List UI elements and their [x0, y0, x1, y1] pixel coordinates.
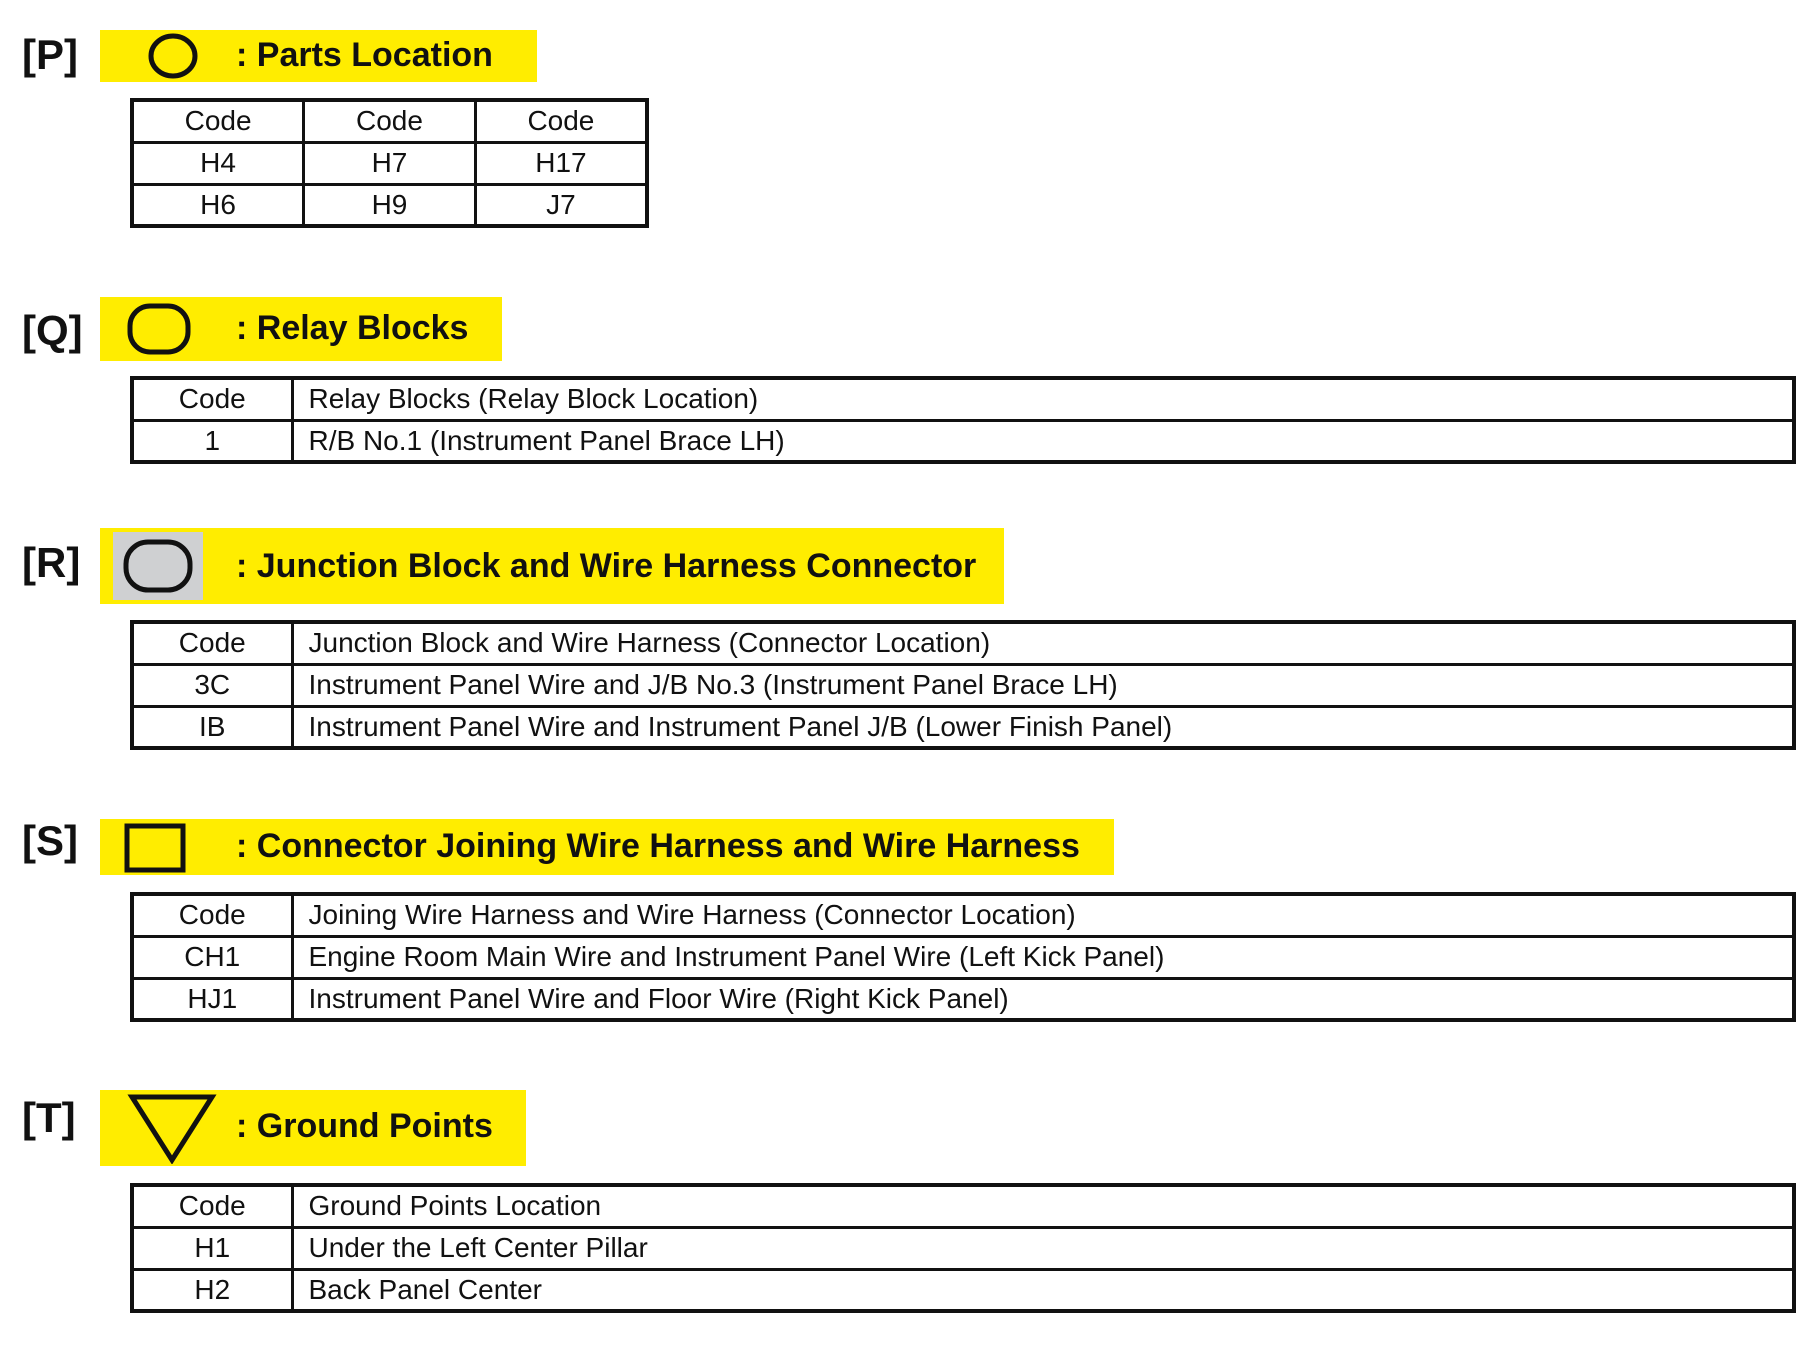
code-cell: H4 — [132, 142, 304, 184]
section-banner — [100, 297, 502, 361]
header-cell: Relay Blocks (Relay Block Location) — [292, 378, 1794, 420]
code-cell: H1 — [132, 1227, 292, 1269]
table-header-row — [132, 378, 1794, 420]
section-title: : Ground Points — [236, 1107, 493, 1145]
table-row — [132, 184, 647, 226]
table-row — [132, 706, 1794, 748]
triangle-down-icon — [127, 1092, 217, 1164]
header-cell: Code — [132, 894, 292, 936]
section-banner — [100, 528, 1004, 604]
section-title: : Relay Blocks — [236, 309, 469, 347]
table-row — [132, 420, 1794, 462]
section-letter: [R] — [22, 539, 81, 586]
section-title: : Connector Joining Wire Harness and Wire Harness — [236, 827, 1080, 865]
code-cell: HJ1 — [132, 978, 292, 1020]
location-cell: Instrument Panel Wire and Instrument Panel J/B (Lower Finish Panel) — [292, 706, 1794, 748]
table-row — [132, 664, 1794, 706]
section-letter: [Q] — [22, 307, 83, 354]
code-cell: H7 — [304, 142, 476, 184]
code-cell: H6 — [132, 184, 304, 226]
header-cell: Code — [475, 100, 647, 142]
square-icon — [124, 823, 186, 873]
junction-block-table — [130, 620, 1796, 750]
header-cell: Code — [304, 100, 476, 142]
location-cell: Back Panel Center — [292, 1269, 1794, 1311]
table-row — [132, 1227, 1794, 1269]
code-cell: 3C — [132, 664, 292, 706]
code-cell: CH1 — [132, 936, 292, 978]
section-title: : Parts Location — [236, 36, 493, 74]
table-row — [132, 978, 1794, 1020]
shaded-rounded-rectangle-icon — [113, 532, 203, 600]
location-cell: Engine Room Main Wire and Instrument Panel Wire (Left Kick Panel) — [292, 936, 1794, 978]
header-cell: Code — [132, 378, 292, 420]
location-cell: Under the Left Center Pillar — [292, 1227, 1794, 1269]
parts-location-table — [130, 98, 649, 228]
section-letter: [S] — [22, 817, 78, 864]
connector-joining-table — [130, 892, 1796, 1022]
section-banner — [100, 819, 1114, 875]
header-cell: Joining Wire Harness and Wire Harness (Connector Location) — [292, 894, 1794, 936]
code-cell: IB — [132, 706, 292, 748]
header-cell: Code — [132, 100, 304, 142]
section-title: : Junction Block and Wire Harness Connector — [236, 547, 977, 585]
code-cell: H17 — [475, 142, 647, 184]
header-cell: Code — [132, 622, 292, 664]
location-cell: Instrument Panel Wire and J/B No.3 (Instrument Panel Brace LH) — [292, 664, 1794, 706]
table-row — [132, 936, 1794, 978]
table-row — [132, 1269, 1794, 1311]
table-header-row — [132, 622, 1794, 664]
table-header-row — [132, 1185, 1794, 1227]
code-cell: H9 — [304, 184, 476, 226]
table-header-row — [132, 894, 1794, 936]
location-cell: R/B No.1 (Instrument Panel Brace LH) — [292, 420, 1794, 462]
location-cell: Instrument Panel Wire and Floor Wire (Right Kick Panel) — [292, 978, 1794, 1020]
relay-blocks-table — [130, 376, 1796, 464]
table-header-row — [132, 100, 647, 142]
code-cell: 1 — [132, 420, 292, 462]
section-banner — [100, 30, 537, 82]
section-letter: [T] — [22, 1094, 76, 1141]
section-letter: [P] — [22, 31, 78, 78]
header-cell: Junction Block and Wire Harness (Connector Location) — [292, 622, 1794, 664]
code-cell: J7 — [475, 184, 647, 226]
table-row — [132, 142, 647, 184]
header-cell: Code — [132, 1185, 292, 1227]
code-cell: H2 — [132, 1269, 292, 1311]
ground-points-table — [130, 1183, 1796, 1313]
rounded-rectangle-icon — [127, 303, 191, 355]
circle-icon — [148, 32, 198, 80]
section-banner — [100, 1090, 526, 1166]
header-cell: Ground Points Location — [292, 1185, 1794, 1227]
